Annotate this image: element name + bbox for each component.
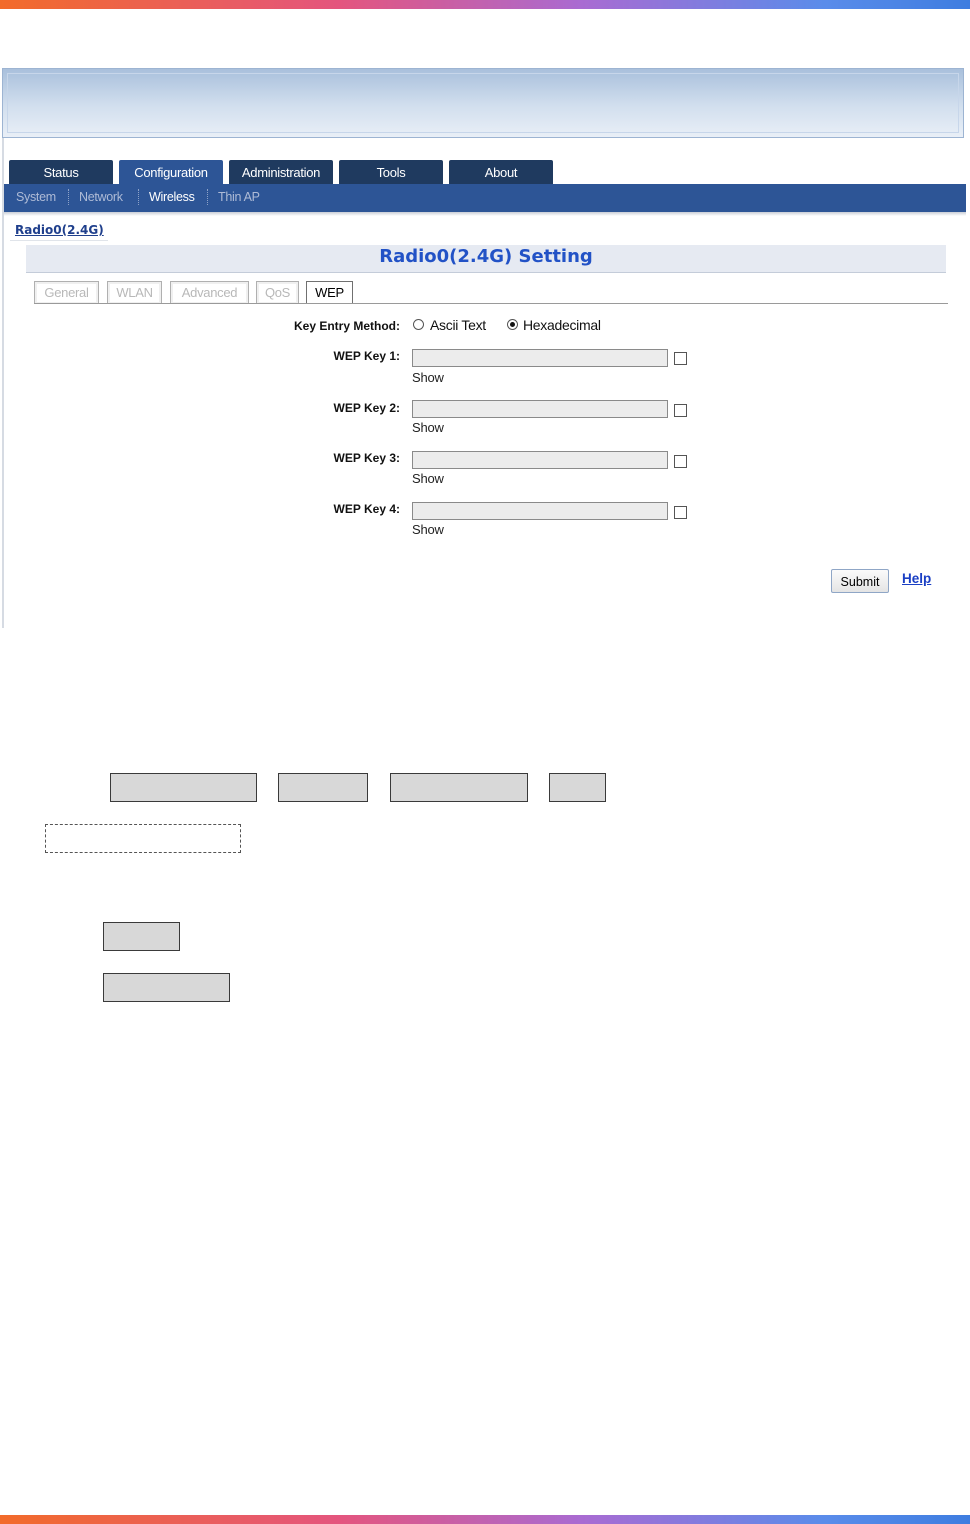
ascii-text-radio[interactable] [413, 319, 424, 330]
header-banner [2, 68, 964, 138]
help-link[interactable]: Help [902, 571, 932, 586]
dashed-placeholder-box [45, 824, 241, 853]
subnav-item-wireless[interactable]: Wireless [149, 190, 195, 204]
submit-button[interactable]: Submit [831, 569, 889, 593]
bottom-gradient-bar [0, 1515, 970, 1524]
wep-key-2-show-label: Show [412, 420, 444, 435]
wep-key-4-label: WEP Key 4: [333, 502, 400, 516]
subnav-item-thin-ap[interactable]: Thin AP [218, 190, 260, 204]
wep-key-2-input[interactable] [412, 400, 668, 418]
ascii-text-label: Ascii Text [430, 317, 486, 333]
breadcrumb[interactable]: Radio0(2.4G) [15, 223, 104, 237]
tab-tools[interactable]: Tools [339, 160, 443, 184]
top-gradient-bar [0, 0, 970, 9]
wep-key-4-show-checkbox[interactable] [674, 506, 687, 519]
tab-configuration[interactable]: Configuration [119, 160, 223, 184]
tab-about[interactable]: About [449, 160, 553, 184]
wep-key-1-show-label: Show [412, 370, 444, 385]
wep-key-1-show-checkbox[interactable] [674, 352, 687, 365]
wep-key-3-input[interactable] [412, 451, 668, 469]
hexadecimal-radio[interactable] [507, 319, 518, 330]
page-title: Radio0(2.4G) Setting [379, 246, 593, 267]
setting-header [26, 245, 946, 273]
subnav-separator [138, 189, 139, 205]
sub-navigation [2, 184, 966, 212]
wep-key-3-show-checkbox[interactable] [674, 455, 687, 468]
wep-key-4-show-label: Show [412, 522, 444, 537]
tab-wlan[interactable]: WLAN [107, 281, 162, 304]
tab-administration[interactable]: Administration [229, 160, 333, 184]
placeholder-box [390, 773, 528, 802]
wep-key-3-show-label: Show [412, 471, 444, 486]
breadcrumb-underline [10, 240, 108, 241]
wep-key-3-label: WEP Key 3: [333, 451, 400, 465]
frame-edge [2, 138, 4, 628]
tab-advanced[interactable]: Advanced [170, 281, 249, 304]
hexadecimal-label: Hexadecimal [523, 317, 601, 333]
tab-wep[interactable]: WEP [306, 281, 353, 304]
wep-key-2-show-checkbox[interactable] [674, 404, 687, 417]
tab-general[interactable]: General [34, 281, 99, 304]
placeholder-box [110, 773, 257, 802]
subnav-separator [68, 189, 69, 205]
placeholder-box [278, 773, 368, 802]
wep-key-1-input[interactable] [412, 349, 668, 367]
router-config-screenshot [2, 68, 966, 628]
placeholder-box [103, 922, 180, 951]
wep-key-1-label: WEP Key 1: [333, 349, 400, 363]
wep-key-2-label: WEP Key 2: [333, 401, 400, 415]
subnav-item-system[interactable]: System [16, 190, 56, 204]
tab-status[interactable]: Status [9, 160, 113, 184]
key-entry-method-label: Key Entry Method: [293, 319, 400, 333]
placeholder-box [549, 773, 606, 802]
subnav-shadow [2, 212, 966, 216]
tab-divider [34, 303, 948, 304]
subnav-item-network[interactable]: Network [79, 190, 123, 204]
wep-key-4-input[interactable] [412, 502, 668, 520]
subnav-separator [207, 189, 208, 205]
tab-qos[interactable]: QoS [256, 281, 299, 304]
placeholder-box [103, 973, 230, 1002]
